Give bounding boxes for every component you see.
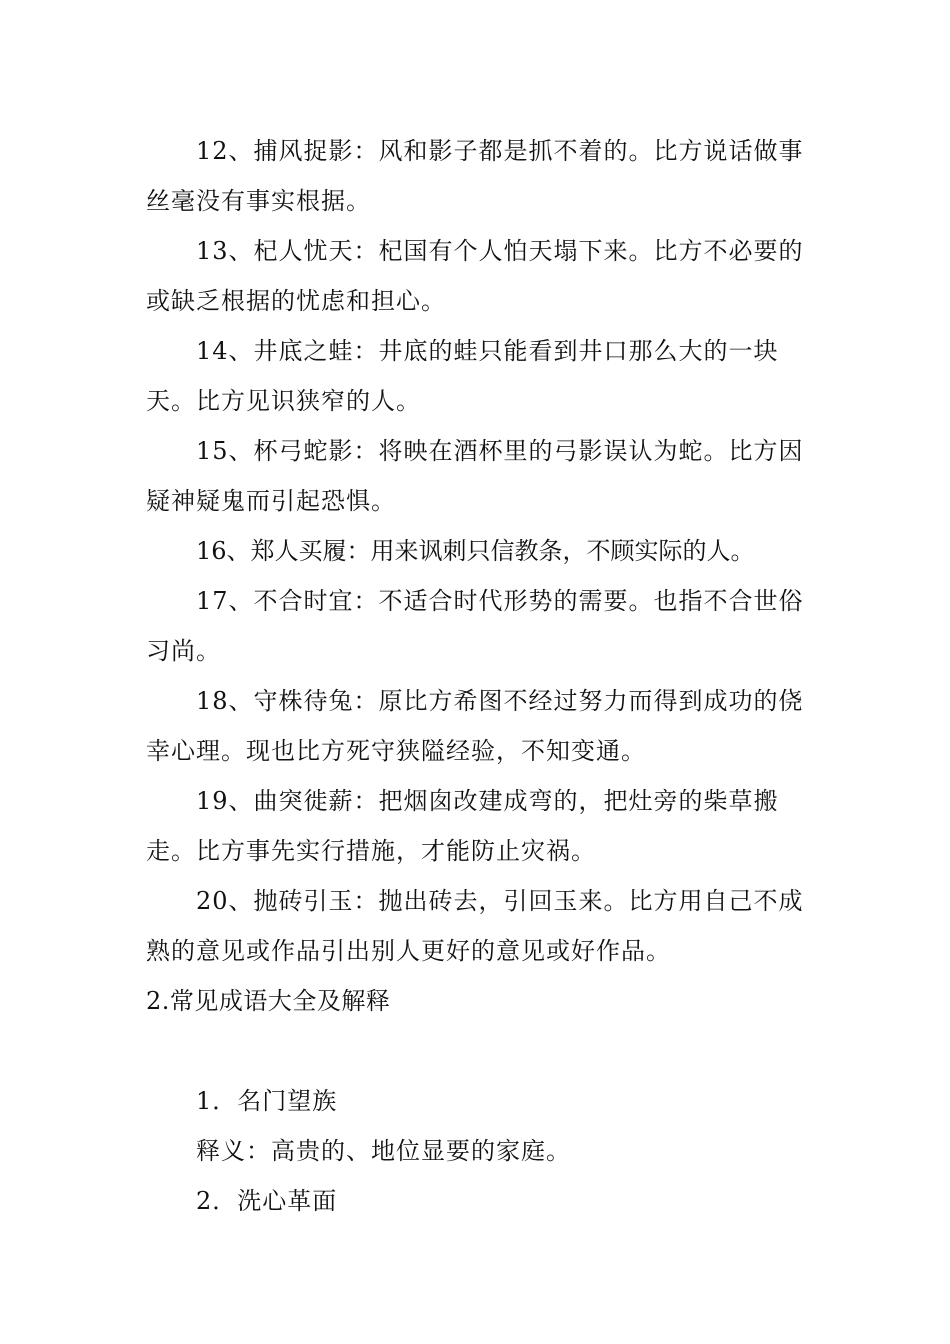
idiom-entry-18: 18、守株待兔：原比方希图不经过努力而得到成功的侥幸心理。现也比方死守狭隘经验，不知变通。 xyxy=(146,687,804,765)
idiom-entry-16: 16、郑人买履：用来讽刺只信教条，不顾实际的人。 xyxy=(196,537,755,565)
blank-line xyxy=(146,1026,810,1076)
section-heading: 2.常见成语大全及解释 xyxy=(146,987,391,1015)
section-item-title-1: 1．名门望族 xyxy=(196,1087,338,1115)
idiom-entry-15: 15、杯弓蛇影：将映在酒杯里的弓影误认为蛇。比方因疑神疑鬼而引起恐惧。 xyxy=(146,437,804,515)
document-body xyxy=(146,126,810,1226)
idiom-entry-19: 19、曲突徙薪：把烟囱改建成弯的，把灶旁的柴草搬走。比方事先实行措施，才能防止灾祸。 xyxy=(146,787,779,865)
idiom-entry-13: 13、杞人忧天：杞国有个人怕天塌下来。比方不必要的或缺乏根据的忧虑和担心。 xyxy=(146,237,804,315)
section-item-title-2: 2．洗心革面 xyxy=(196,1187,338,1215)
idiom-entry-20: 20、抛砖引玉：抛出砖去，引回玉来。比方用自己不成熟的意见或作品引出别人更好的意见或好作品。 xyxy=(146,887,804,965)
idiom-entry-14: 14、井底之蛙：井底的蛙只能看到井口那么大的一块天。比方见识狭窄的人。 xyxy=(146,337,779,415)
idiom-entry-17: 17、不合时宜：不适合时代形势的需要。也指不合世俗习尚。 xyxy=(146,587,804,665)
section-item-definition-1: 释义：高贵的、地位显要的家庭。 xyxy=(196,1137,571,1165)
idiom-entry-12: 12、捕风捉影：风和影子都是抓不着的。比方说话做事丝毫没有事实根据。 xyxy=(146,137,804,215)
